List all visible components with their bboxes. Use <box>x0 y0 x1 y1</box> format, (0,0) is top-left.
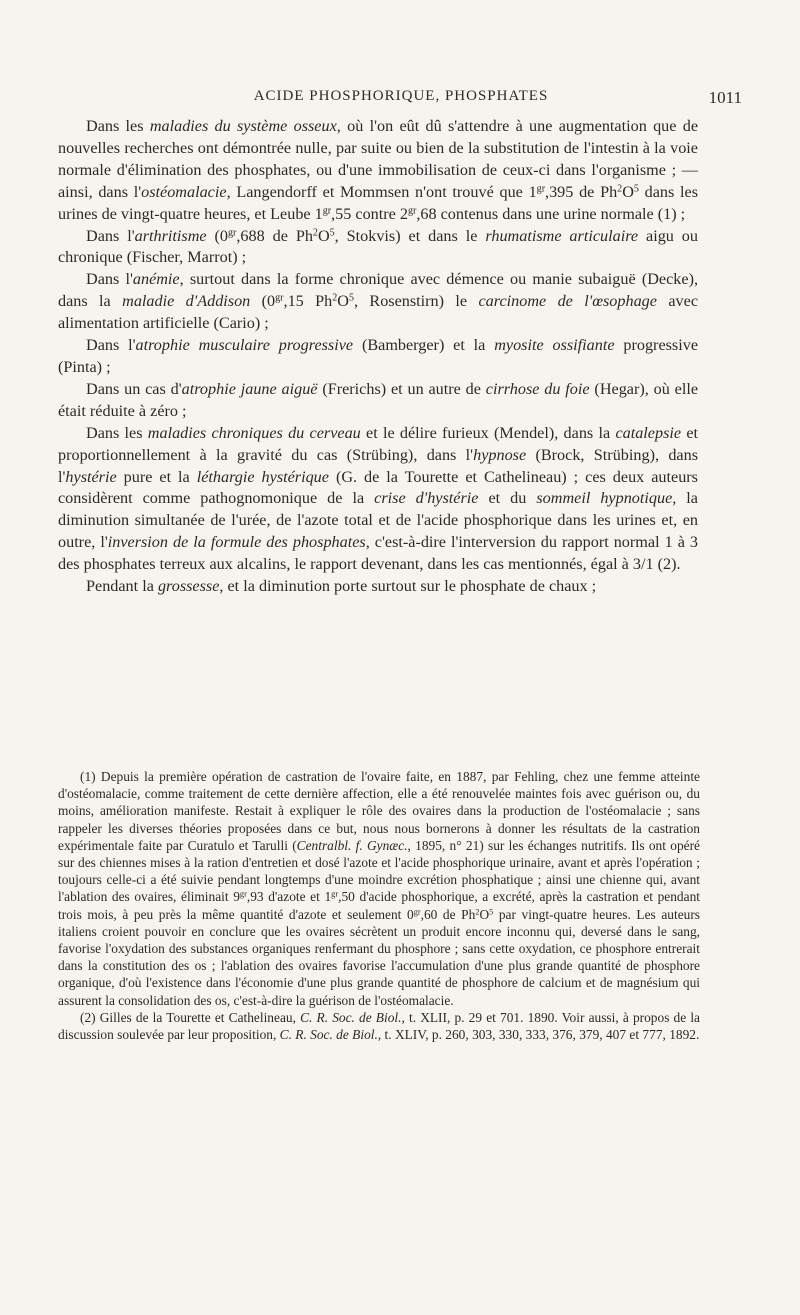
text-run: (Brock, Strübing), dans l' <box>58 445 698 486</box>
text-run: et proportionnellement à la gravité du cas (Strübing), dans l' <box>58 423 699 464</box>
paragraph-pregnancy <box>58 576 698 598</box>
italic-term: arthritisme <box>134 226 207 245</box>
text-run: , c'est-à-dire l'interversion du rapport normal 1 à 3 des phosphates terreux aux alcalins, le rapport devenant, dans les cas mentionnés, égal à 3/1 (2). <box>58 533 698 574</box>
text-run: ,60 de Ph <box>420 906 476 922</box>
text-run: progressive (Pinta) ; <box>58 336 699 376</box>
italic-term: grossesse <box>157 577 220 596</box>
footnote-1 <box>58 768 700 1009</box>
text-run: dans les urines de vingt-quatre heures, et Leube 1 <box>58 182 698 223</box>
text-run: (Bamberger) et la <box>353 336 495 355</box>
superscript: 5 <box>489 907 494 917</box>
italic-term: maladies chroniques du cerveau <box>147 423 361 442</box>
superscript: 5 <box>348 292 354 304</box>
text-run: ,93 d'azote et 1 <box>246 889 332 905</box>
italic-term: carcinome de l'œsophage <box>478 292 657 311</box>
superscript: 2 <box>617 183 623 195</box>
text-run: , Rosenstirn) le <box>353 292 479 311</box>
italic-term: maladie d'Addison <box>122 292 251 311</box>
text-run: ,688 de Ph <box>236 226 313 245</box>
italic-term: C. R. Soc. de Biol. <box>279 1027 378 1043</box>
page-header <box>60 88 742 118</box>
italic-term: anémie <box>132 270 180 289</box>
italic-term: léthargie hystérique <box>196 467 329 486</box>
main-text <box>58 116 698 598</box>
superscript: 2 <box>332 292 338 304</box>
text-run: (Hegar), où elle était réduite à zéro ; <box>58 379 699 420</box>
superscript: gr <box>331 889 339 899</box>
text-run: Dans les <box>86 117 150 135</box>
text-run: ,68 contenus dans une urine normale (1) ; <box>416 204 686 223</box>
italic-term: Centralbl. f. Gynæc. <box>296 837 408 853</box>
italic-term: maladies du système osseux <box>149 117 337 135</box>
italic-term: cirrhose du foie <box>485 379 590 398</box>
italic-term: catalepsie <box>615 423 682 442</box>
italic-term: hystérie <box>65 467 117 486</box>
paragraph-brain-diseases <box>58 423 698 576</box>
text-run: , et la diminution porte surtout sur le phosphate de chaux ; <box>219 577 597 596</box>
text-run: , t. XLIV, p. 260, 303, 330, 333, 376, 379, 407 et 777, 1892. <box>377 1027 700 1043</box>
superscript: gr <box>413 907 421 917</box>
text-run: , 1895, n° 21) sur les échanges nutritifs. Ils ont opéré sur des chiennes mises à la ration d'entretien et dosé l'azote et l'acide phosphorique urinaire, avant et après l'opération ; toujours celle-ci a été suivie pendant longtemps d'une moindre excrétion phosphatique ; ainsi une chienne qui, avant l'ablation des ovaires, éliminait 9 <box>58 837 700 905</box>
text-run: (Frerichs) et un autre de <box>317 379 486 398</box>
text-run: , Stokvis) et dans le <box>334 226 486 245</box>
italic-term: sommeil hypnotique <box>536 489 673 508</box>
italic-term: myosite ossifiante <box>494 336 615 355</box>
text-run: (0 <box>206 226 228 245</box>
paragraph-osseous-diseases <box>58 116 698 226</box>
text-run: O <box>622 182 634 201</box>
text-run: O <box>317 226 330 245</box>
italic-term: ostéomalacie <box>141 182 227 201</box>
italic-term: atrophie musculaire progressive <box>135 336 354 355</box>
superscript: gr <box>275 292 284 304</box>
text-run: ,50 d'acide phosphorique, a excrété, après la castration et pendant trois mois, à peu près la même quantité d'azote et seulement 0 <box>58 889 700 922</box>
text-run: pure et la <box>116 467 197 486</box>
superscript: gr <box>228 227 237 239</box>
text-run: Dans l' <box>86 270 133 289</box>
superscript: 2 <box>312 227 318 239</box>
text-run: Dans un cas d' <box>86 379 182 398</box>
italic-term: crise d'hystérie <box>374 489 479 508</box>
text-run: ,15 Ph <box>283 292 333 311</box>
text-run: O <box>337 292 349 311</box>
text-run: (2) Gilles de la Tourette et Cathelineau, <box>80 1009 301 1025</box>
italic-term: atrophie jaune aiguë <box>181 379 318 398</box>
text-run: , Langendorff et Mommsen n'ont trouvé que 1 <box>226 182 537 201</box>
text-run: O <box>479 906 490 922</box>
page-number: 1011 <box>708 88 742 107</box>
text-run: (1) Depuis la première opération de castration de l'ovaire faite, en 1887, par Fehling, chez une femme atteinte d'ostéomalacie, comme traitement de cette dernière affection, elle a été renouvelée maintes fois avec guérison ou, du moins, amélioration manifeste. Restait à expliquer le rôle des ovaires dans la production de l'ostéomalacie ; sans rappeler les diverses théories proposées dans ce but, nous nous bornerons à donner les résultats de la castration expérimentale faite par Curatulo et Tarulli ( <box>58 769 700 853</box>
text-run: et le délire furieux (Mendel), dans la <box>360 423 616 442</box>
paragraph-muscular-atrophy <box>58 335 698 379</box>
text-run: (G. de la Tourette et Cathelineau) ; ces deux auteurs considèrent comme pathognomonique de la <box>58 467 698 508</box>
text-run: (0 <box>250 292 276 311</box>
superscript: 5 <box>633 183 639 195</box>
paragraph-yellow-atrophy <box>58 379 698 423</box>
text-run: ,55 contre 2 <box>331 204 408 223</box>
text-run: , où l'on eût dû s'attendre à une augmentation que de nouvelles recherches ont démontrée nulle, par suite ou bien de la substitution de l'intestin à la voie normale d'élimination des phosphates, ou d'une immobilisation de ceux-ci dans l'organisme ; — ainsi, dans l' <box>58 117 698 201</box>
superscript: gr <box>536 183 546 195</box>
paragraph-arthritism <box>58 226 698 270</box>
italic-term: hypnose <box>473 445 527 464</box>
italic-term: C. R. Soc. de Biol. <box>300 1009 402 1025</box>
text-run: , la diminution simultanée de l'urée, de l'azote total et de l'acide phosphorique dans les urines et, en outre, l' <box>58 489 698 552</box>
text-run: , surtout dans la forme chronique avec démence ou manie subaiguë (Decke), dans la <box>58 270 699 311</box>
text-run: , t. XLII, p. 29 et 701. 1890. Voir aussi, à propos de la discussion soulevée par leur proposition, <box>58 1009 700 1043</box>
paragraph-anemia <box>58 269 698 335</box>
text-run: et du <box>478 489 537 508</box>
superscript: 5 <box>329 227 335 239</box>
superscript: gr <box>239 889 247 899</box>
text-run: avec alimentation artificielle (Cario) ; <box>58 292 698 333</box>
text-run: Dans les <box>86 423 148 442</box>
text-run: Dans l' <box>86 336 136 355</box>
italic-term: rhumatisme articulaire <box>485 226 639 245</box>
footnotes <box>58 768 700 1043</box>
text-run: Dans l' <box>86 226 135 245</box>
text-run: par vingt-quatre heures. Les auteurs italiens croient pouvoir en conclure que les ovaires sécrètent un produit encore inconnu qui, deversé dans le sang, favorise l'oxydation des substances organiques renfermant du phosphore ; sans cette oxydation, ce phosphore entrerait dans la constitution des os ; l'ablation des ovaires favorise l'accumulation d'une plus grande quantité de phosphore organique, d'où l'existence dans l'économie d'une plus grande quantité de phosphore de calcium et de magnésium qui assurent la consolidation des os, c'est-à-dire la guérison de l'ostéomalacie. <box>58 906 701 1008</box>
superscript: 2 <box>475 907 480 917</box>
text-run: ,395 de Ph <box>545 182 618 201</box>
running-title: ACIDE PHOSPHORIQUE, PHOSPHATES <box>253 88 549 104</box>
text-run: aigu ou chronique (Fischer, Marrot) ; <box>58 226 698 267</box>
italic-term: inversion de la formule des phosphates <box>107 533 366 552</box>
text-run: Pendant la <box>86 577 158 596</box>
superscript: gr <box>407 205 417 217</box>
superscript: gr <box>322 205 332 217</box>
footnote-2 <box>58 1009 700 1043</box>
